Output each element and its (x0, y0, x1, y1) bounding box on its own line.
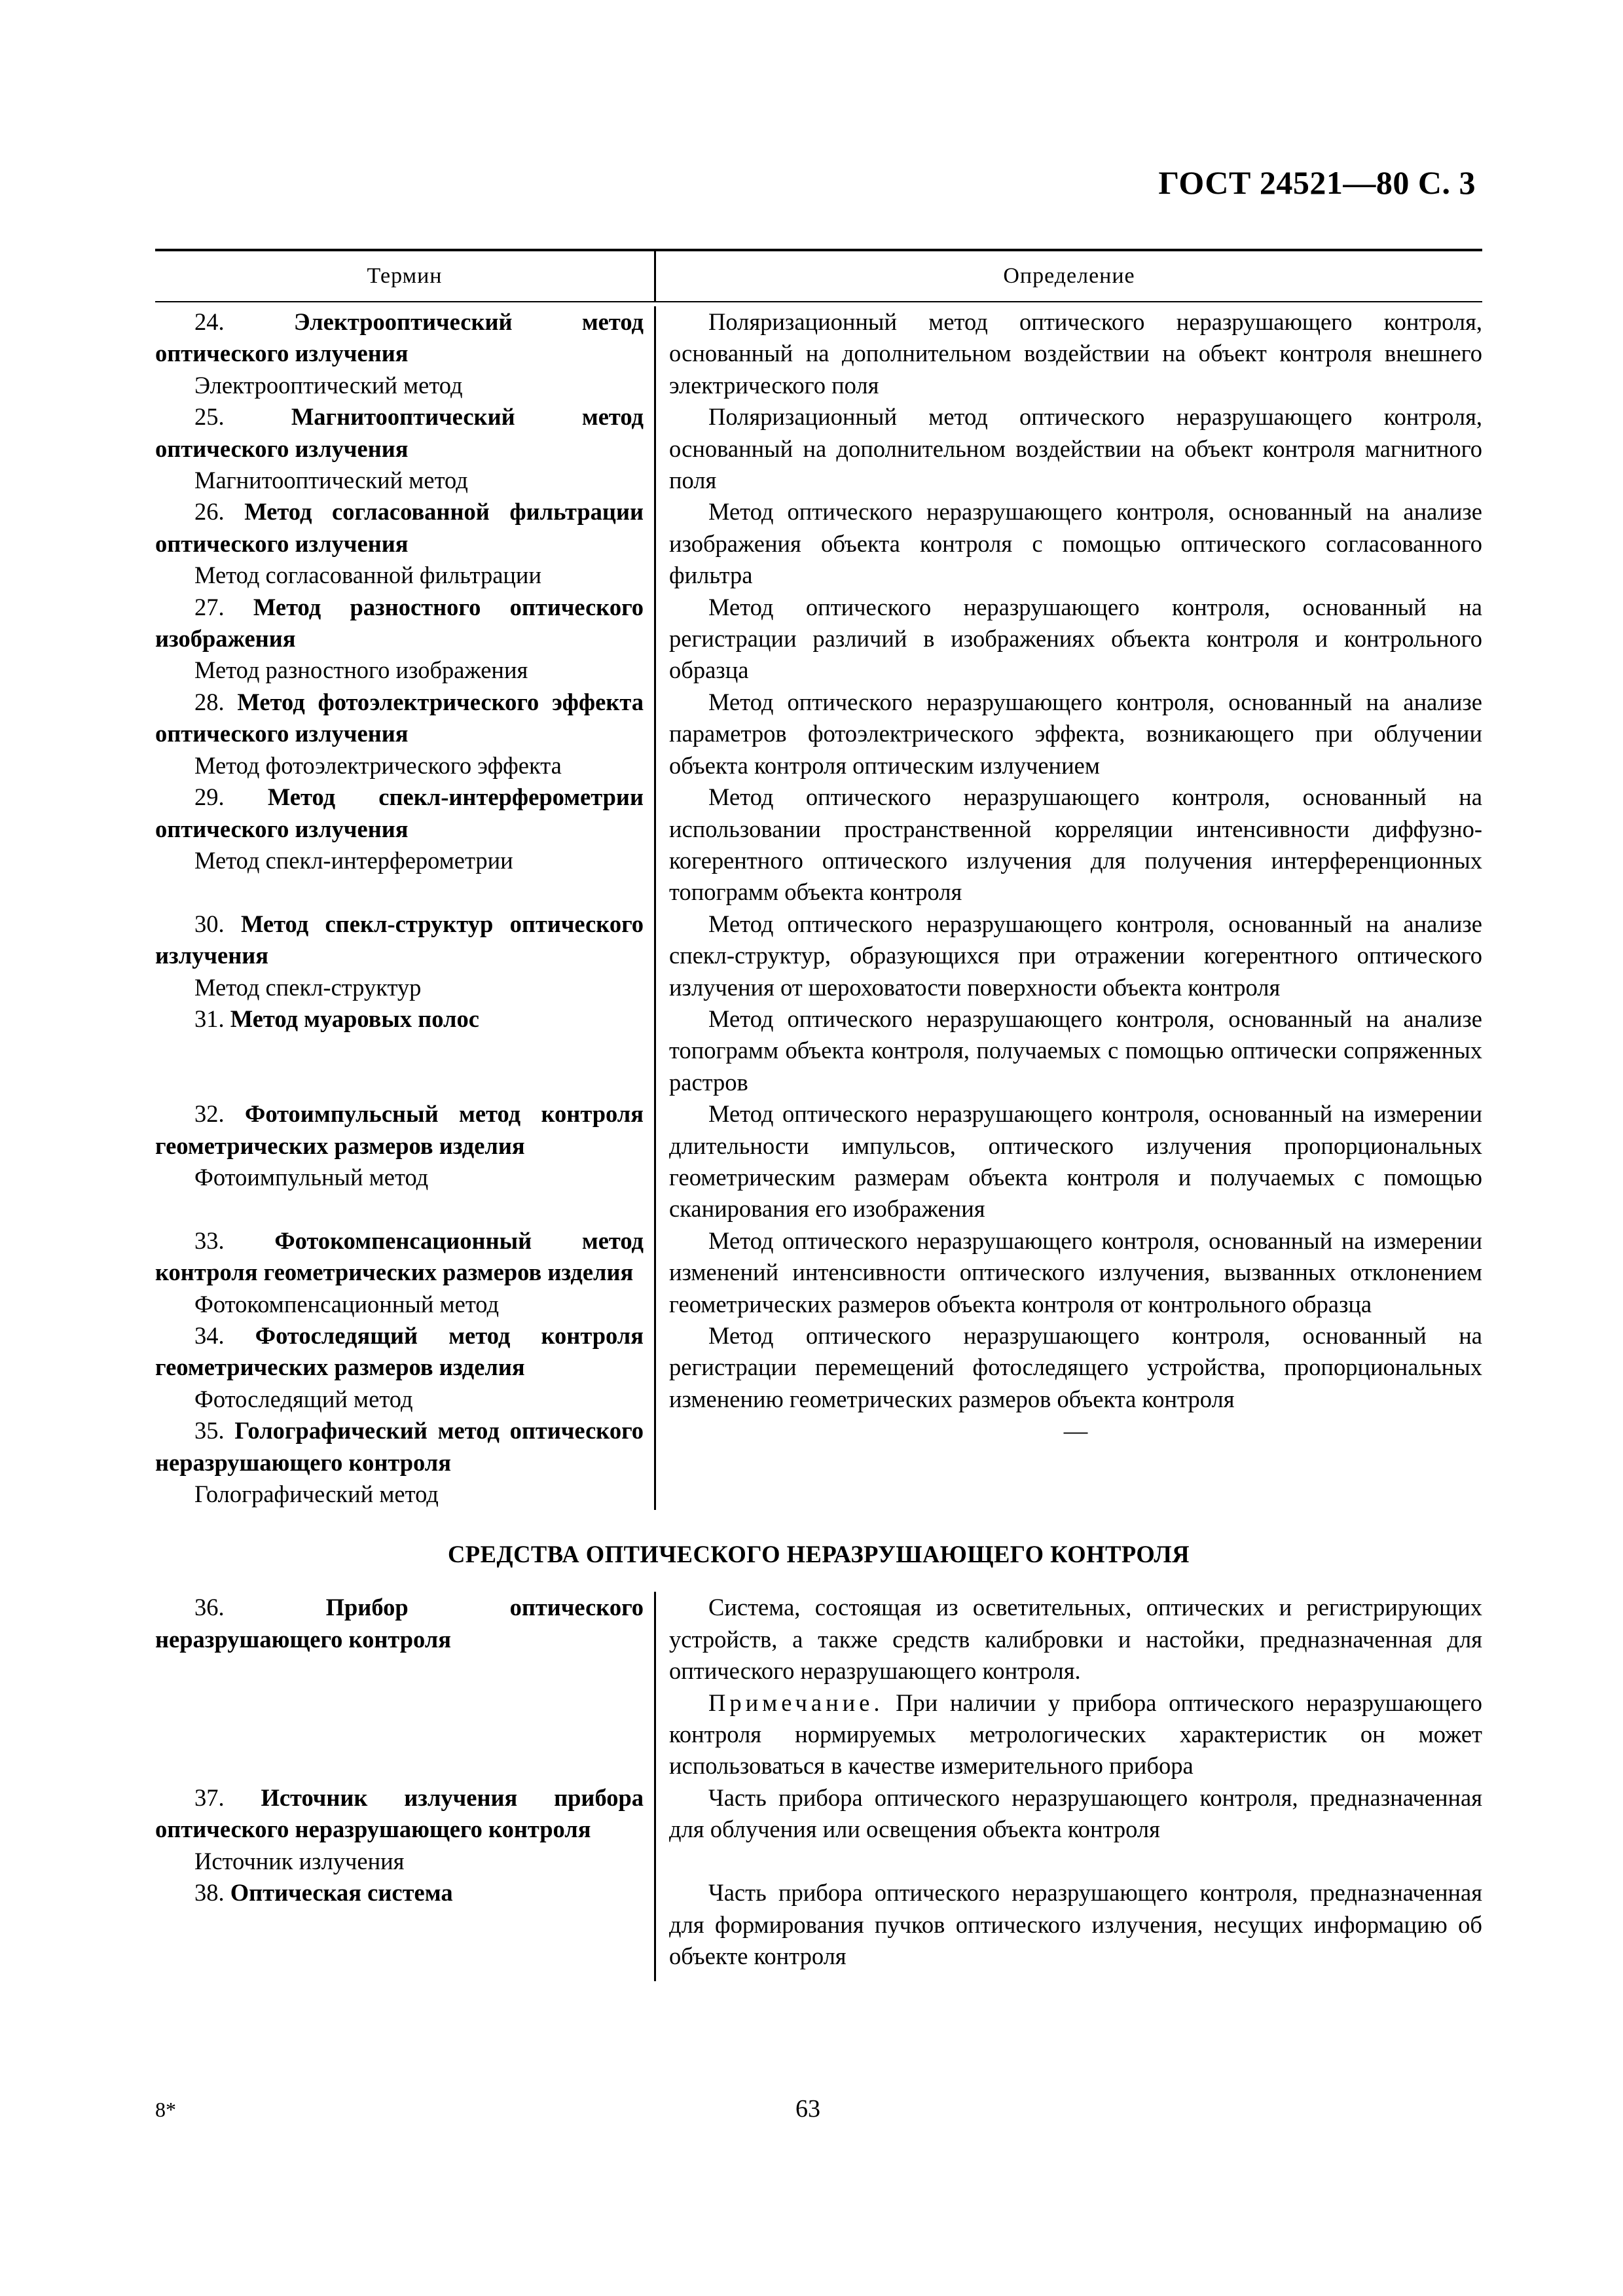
term-cell (155, 1415, 656, 1510)
instruments-table (155, 1592, 1482, 1981)
table-row (155, 306, 1482, 401)
terms-page (155, 249, 1482, 1981)
definition-text: Метод оптического неразрушающего контроля, основанный на измерении изменений интенсивности оптического излучения, вызванных отклонением геометрических размеров объекта контроля от контрольного образца (669, 1227, 1482, 1318)
term-cell (155, 1592, 656, 1782)
definition-cell (656, 1877, 1482, 1981)
table-row (155, 781, 1482, 908)
table-row (155, 1003, 1482, 1098)
term-short-form: Источник излучения (194, 1847, 405, 1874)
table-row (155, 1415, 1482, 1510)
definition-cell (656, 908, 1482, 1003)
term-number: 33. (194, 1227, 225, 1254)
table-row (155, 496, 1482, 591)
table-column-headers (155, 251, 1482, 302)
definition-text: Часть прибора оптического неразрушающего контроля, предназначенная для формирования пучков оптического излучения, несущих информацию об объекте контроля (669, 1879, 1482, 1969)
definition-cell (656, 1415, 1482, 1510)
definition-cell (656, 1098, 1482, 1225)
table-row (155, 1320, 1482, 1415)
term-cell (155, 1782, 656, 1877)
term-cell (155, 908, 656, 1003)
table-row (155, 592, 1482, 687)
definition-cell (656, 1225, 1482, 1320)
term-number: 34. (194, 1322, 225, 1349)
definition-cell (656, 1782, 1482, 1877)
definition-dash: — (1063, 1417, 1088, 1444)
term-title: Метод разностного оптического изображения (155, 593, 644, 653)
definition-cell (656, 1320, 1482, 1415)
term-short-form: Метод спекл-интерферометрии (194, 846, 513, 874)
term-number: 25. (194, 403, 225, 431)
term-short-form: Метод спекл-структур (194, 973, 422, 1001)
term-number: 35. (194, 1417, 225, 1444)
term-title: Фотоследящий метод контроля геометрических размеров изделия (155, 1322, 644, 1381)
term-title: Метод спекл-интерферометрии оптического излучения (155, 783, 644, 842)
term-cell (155, 1320, 656, 1415)
term-title: Магнитооптический метод оптического излучения (155, 403, 644, 462)
definition-note (669, 1687, 1482, 1782)
term-cell (155, 592, 656, 687)
table-row (155, 1592, 1482, 1782)
table-row (155, 1225, 1482, 1320)
definition-text: Метод оптического неразрушающего контроля, основанный на анализе параметров фотоэлектрического эффекта, возникающего при облучении объекта контроля оптическим излучением (669, 688, 1482, 779)
term-title: Фотокомпенсационный метод контроля геометрических размеров изделия (155, 1227, 644, 1286)
term-number: 29. (194, 783, 225, 811)
definition-text: Метод оптического неразрушающего контроля, основанный на измерении длительности импульсов, оптического излучения пропорциональных геометрическим размерам объекта контроля и получаемых с помощью сканирования его изображения (669, 1100, 1482, 1223)
definition-text: Метод оптического неразрушающего контроля, основанный на анализе спекл-структур, образующихся при отражении когерентного оптического излучения от шероховатости поверхности объекта контроля (669, 910, 1482, 1001)
term-title: Электрооптический метод оптического излучения (155, 308, 644, 367)
definition-text: Система, состоящая из осветительных, оптических и регистрирующих устройств, а также средств калибровки и настойки, предназначенная для оптического неразрушающего контроля. (669, 1594, 1482, 1685)
table-row (155, 401, 1482, 496)
term-cell (155, 401, 656, 496)
term-cell (155, 1098, 656, 1225)
term-short-form: Метод фотоэлектрического эффекта (194, 751, 562, 779)
footer-mark: 8* (155, 2098, 176, 2121)
term-title: Метод согласованной фильтрации оптического излучения (155, 498, 644, 557)
definition-cell (656, 687, 1482, 781)
table-row (155, 1877, 1482, 1981)
term-title: Метод муаровых полос (230, 1005, 479, 1032)
term-cell (155, 1877, 656, 1981)
definition-text: Часть прибора оптического неразрушающего контроля, предназначенная для облучения или освещения объекта контроля (669, 1784, 1482, 1843)
table-row (155, 687, 1482, 781)
terms-table (155, 302, 1482, 1510)
term-title: Прибор оптического неразрушающего контроля (155, 1594, 644, 1653)
term-number: 32. (194, 1100, 225, 1128)
note-text: При наличии у прибора оптического неразрушающего контроля нормируемых метрологических характеристик он может использоваться в качестве измерительного прибора (669, 1689, 1482, 1780)
definition-cell (656, 592, 1482, 687)
note-heading: Примечание. (708, 1689, 884, 1716)
term-number: 31. (194, 1005, 225, 1032)
term-cell (155, 306, 656, 401)
term-cell (155, 781, 656, 908)
term-title: Оптическая система (230, 1879, 453, 1907)
term-short-form: Метод согласованной фильтрации (194, 562, 541, 589)
term-number: 24. (194, 308, 225, 335)
term-short-form: Магнитооптический метод (194, 467, 468, 494)
definition-text: Метод оптического неразрушающего контроля, основанный на анализе изображения объекта контроля с помощью оптического согласованного фильтра (669, 498, 1482, 589)
definition-text: Поляризационный метод оптического неразрушающего контроля, основанный на дополнительном воздействии на объект контроля внешнего электрического поля (669, 308, 1482, 399)
definition-cell (656, 1003, 1482, 1098)
definition-cell (656, 401, 1482, 496)
term-short-form: Фотоимпульный метод (194, 1163, 429, 1191)
section-title: СРЕДСТВА ОПТИЧЕСКОГО НЕРАЗРУШАЮЩЕГО КОНТРОЛЯ (447, 1541, 1190, 1568)
column-header-definition: Определение (1003, 264, 1135, 288)
document-header-code: ГОСТ 24521—80 С. 3 (1158, 164, 1476, 201)
definition-text: Метод оптического неразрушающего контроля, основанный на анализе топограмм объекта контроля, получаемых с помощью оптически сопряженных растров (669, 1005, 1482, 1096)
page-number: 63 (795, 2095, 820, 2123)
term-short-form: Голографический метод (194, 1480, 439, 1508)
term-title: Фотоимпульсный метод контроля геометрических размеров изделия (155, 1100, 644, 1159)
table-row (155, 1782, 1482, 1877)
definition-text: Метод оптического неразрушающего контроля, основанный на регистрации различий в изображениях объекта контроля и контрольного образца (669, 593, 1482, 684)
term-title: Источник излучения прибора оптического неразрушающего контроля (155, 1784, 644, 1843)
term-short-form: Электрооптический метод (194, 371, 463, 399)
term-number: 38. (194, 1879, 225, 1907)
definition-text: Метод оптического неразрушающего контроля, основанный на использовании пространственной корреляции интенсивности диффузно-когерентного оптического излучения для получения интерференционных топограмм объекта контроля (669, 783, 1482, 906)
term-cell (155, 496, 656, 591)
term-number: 26. (194, 498, 225, 526)
term-number: 36. (194, 1594, 225, 1621)
column-header-term: Термин (155, 251, 656, 301)
definition-cell (656, 1592, 1482, 1782)
term-cell (155, 1225, 656, 1320)
definition-cell (656, 496, 1482, 591)
term-short-form: Фотоследящий метод (194, 1385, 413, 1412)
term-title: Метод спекл-структур оптического излучения (155, 910, 644, 969)
term-short-form: Фотокомпенсационный метод (194, 1290, 500, 1318)
definition-cell (656, 306, 1482, 401)
term-number: 27. (194, 593, 225, 620)
definition-text: Метод оптического неразрушающего контроля, основанный на регистрации перемещений фотоследящего устройства, пропорциональных изменению геометрических размеров объекта контроля (669, 1322, 1482, 1412)
term-number: 30. (194, 910, 225, 937)
term-cell (155, 1003, 656, 1098)
definition-text: Поляризационный метод оптического неразрушающего контроля, основанный на дополнительном воздействии на объект контроля магнитного поля (669, 403, 1482, 494)
term-number: 28. (194, 688, 225, 715)
term-short-form: Метод разностного изображения (194, 656, 528, 684)
definition-cell (656, 781, 1482, 908)
term-title: Голографический метод оптического неразрушающего контроля (155, 1417, 644, 1476)
table-row (155, 1098, 1482, 1225)
term-title: Метод фотоэлектрического эффекта оптического излучения (155, 688, 644, 747)
term-number: 37. (194, 1784, 225, 1811)
table-row (155, 908, 1482, 1003)
term-cell (155, 687, 656, 781)
